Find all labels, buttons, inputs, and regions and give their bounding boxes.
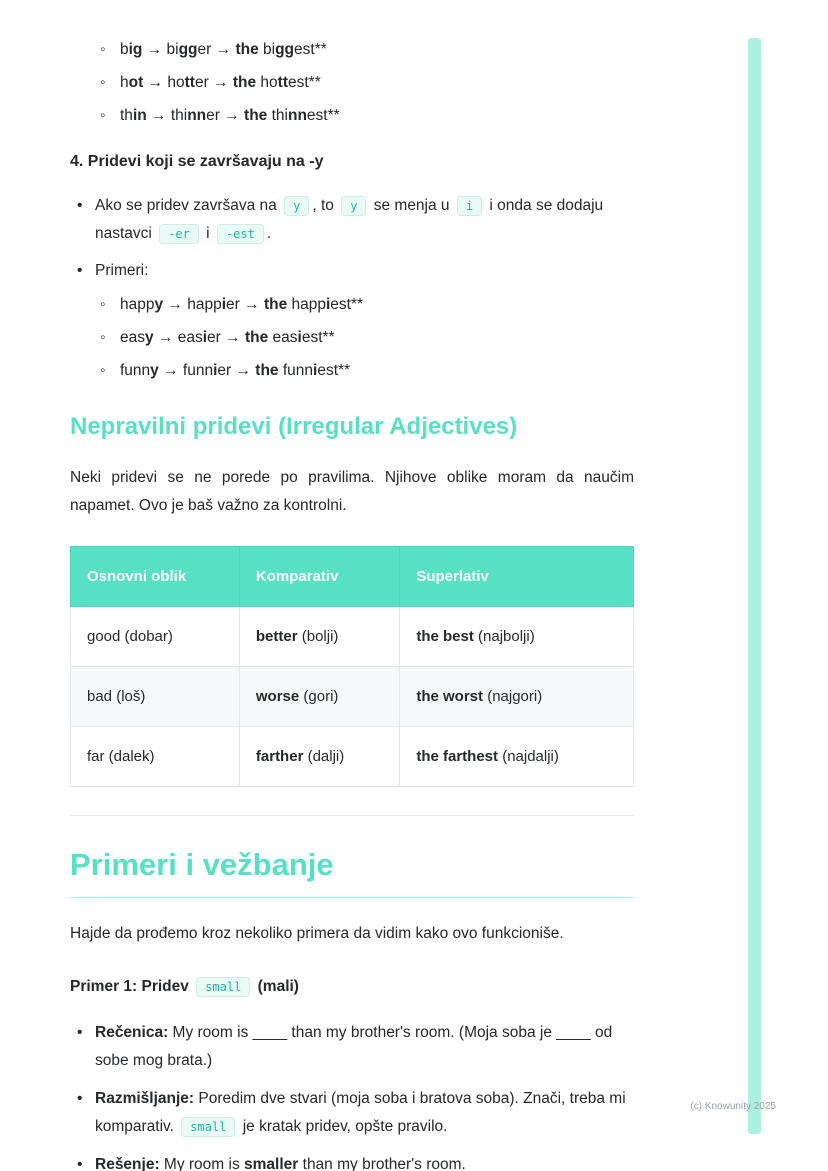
example-text: hot → hotter → the hottest**	[120, 73, 321, 91]
table-cell	[239, 606, 399, 666]
primeri-label: Primeri:	[95, 262, 149, 280]
example-1-title	[70, 973, 634, 1001]
table-cell	[71, 726, 240, 786]
page-edge-accent-bar	[748, 38, 761, 1134]
list-item	[100, 357, 634, 385]
table-cell	[400, 726, 634, 786]
section-divider	[70, 815, 634, 816]
section-heading-irregular: Nepravilni pridevi (Irregular Adjectives)	[70, 412, 518, 440]
page-title-practice: Primeri i vežbanje	[70, 846, 634, 898]
irregular-intro-paragraph: Neki pridevi se ne porede po pravilima. Njihove oblike moram da naučim napamet. Ovo je baš važno za kontrolni.	[70, 469, 634, 514]
table-cell	[400, 606, 634, 666]
table-cell	[239, 726, 399, 786]
list-item	[70, 257, 634, 385]
table-header-row	[71, 546, 634, 606]
table-cell	[71, 606, 240, 666]
table-row	[71, 666, 634, 726]
cell-text: worse (gori)	[255, 687, 339, 705]
bullet-text: Rečenica: My room is ____ than my brother's room. (Moja soba je ____ od sobe mog brata.)	[95, 1024, 613, 1070]
list-item	[100, 324, 634, 352]
irregular-adjectives-table	[70, 546, 634, 787]
example-text: thin → thinner → the thinnest**	[120, 106, 340, 124]
doubling-examples-list	[100, 36, 634, 130]
bullet-text: Rešenje: My room is smaller than my brother's room.	[95, 1155, 466, 1171]
example-text: easy → easier → the easiest**	[120, 329, 335, 347]
section-heading-y-adjectives: 4. Pridevi koji se završavaju na -y	[70, 152, 324, 170]
example-text: funny → funnier → the funniest**	[120, 361, 351, 379]
cell-text: bad (loš)	[87, 687, 146, 705]
y-rule-list	[70, 192, 634, 384]
practice-bullets-list	[70, 1019, 634, 1171]
table-row	[71, 726, 634, 786]
cell-text: the farthest (najdalji)	[416, 747, 559, 765]
rule-text: Ako se pridev završava na y , to y se menja u i i onda se dodaju nastavci -er i -est .	[95, 197, 604, 243]
copyright-footer: (c) Knowunity 2025	[690, 1101, 776, 1112]
table-header-osnovni-oblik: Osnovni oblik	[71, 546, 240, 606]
example-text: happy → happier → the happiest**	[120, 296, 364, 314]
bullet-text: Razmišljanje: Poredim dve stvari (moja soba i bratova soba). Znači, treba mi komparativ. small je kratak pridev, opšte pravilo.	[95, 1090, 626, 1135]
example-1-title-text: Primer 1: Pridev small (mali)	[70, 978, 299, 996]
list-item	[100, 36, 634, 64]
cell-text: better (bolji)	[255, 627, 339, 645]
cell-text: the best (najbolji)	[416, 627, 535, 645]
cell-text: farther (dalji)	[255, 747, 345, 765]
list-item	[100, 102, 634, 130]
y-examples-list	[100, 291, 634, 385]
cell-text: good (dobar)	[87, 627, 173, 645]
table-cell	[400, 666, 634, 726]
table-header-komparativ: Komparativ	[239, 546, 399, 606]
table-row	[71, 606, 634, 666]
list-item	[70, 1151, 634, 1171]
list-item	[100, 291, 634, 319]
list-item	[70, 1019, 634, 1075]
practice-intro-paragraph: Hajde da prođemo kroz nekoliko primera da vidim kako ovo funkcioniše.	[70, 924, 564, 942]
table-cell	[71, 666, 240, 726]
list-item	[70, 1085, 634, 1141]
list-item	[70, 192, 634, 248]
cell-text: far (dalek)	[87, 747, 155, 765]
example-text: big → bigger → the biggest**	[120, 41, 327, 58]
table-cell	[239, 666, 399, 726]
list-item	[100, 69, 634, 97]
cell-text: the worst (najgori)	[416, 687, 543, 705]
table-header-superlativ: Superlativ	[400, 546, 634, 606]
